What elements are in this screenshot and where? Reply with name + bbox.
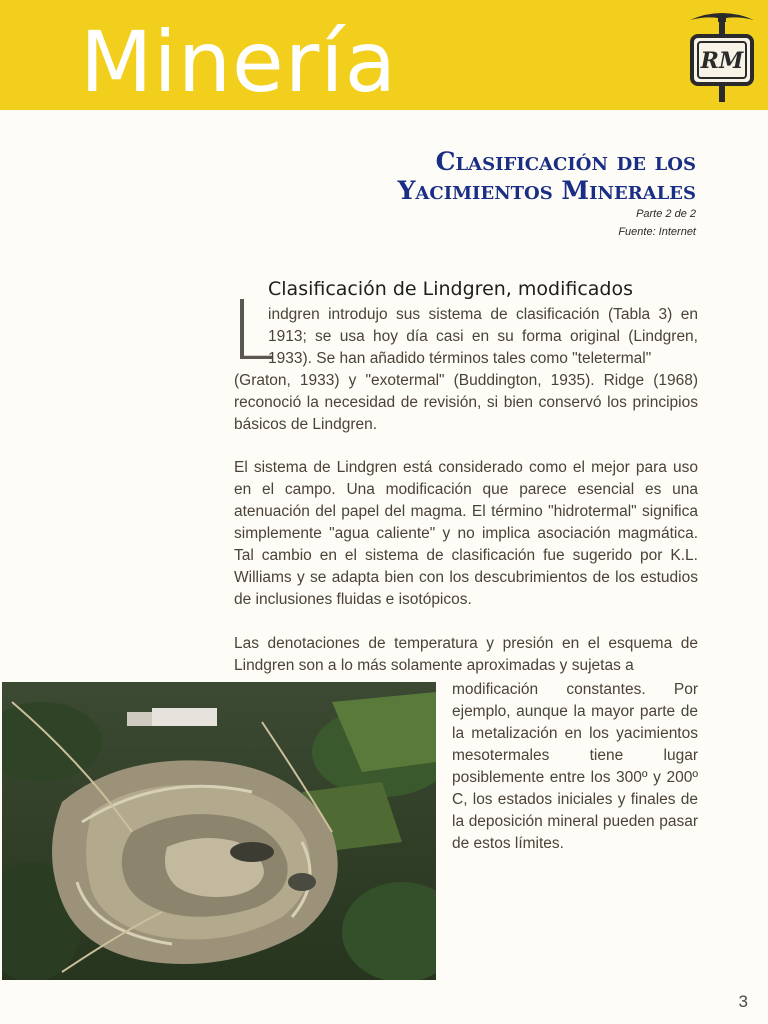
- article-source: Fuente: Internet: [618, 226, 696, 238]
- paragraph-3-rest: modificación constantes. Por ejemplo, aunque la mayor parte de la metalización en los yacimientos mesotermales tiene lugar posiblemente entre los 300º y 200º C, los estados iniciales y finales de la deposición mineral pueden pasar de estos límites.: [452, 681, 698, 852]
- paragraph-2: El sistema de Lindgren está considerado como el mejor para uso en el campo. Una modificación que parece esencial es una atenuación del papel del magma. El término "hidrotermal" significa simplemente "agua caliente" y no implica asociación magmática. Tal cambio en el sistema de clasificación fue sugerido por K.L. Williams y se adapta bien con los descubrimientos de los estudios de inclusiones fluidas e isotópicos.: [234, 459, 698, 608]
- section-heading: Clasificación de Lindgren, modificados: [268, 278, 633, 300]
- page-number: 3: [738, 992, 748, 1011]
- paragraph-1-intro: indgren introdujo sus sistema de clasificación (Tabla 3) en 1913; se usa hoy día casi en su forma original (Lindgren, 1933). Se han añadido términos tales como "teletermal": [268, 306, 698, 367]
- article-title-line-1: Clasificación de los: [435, 147, 696, 176]
- open-pit-mine-photo: [2, 682, 436, 980]
- article-title-line-2: Yacimientos Minerales: [397, 176, 696, 205]
- section-masthead: Minería: [80, 13, 398, 110]
- logo-monogram: RM: [700, 48, 744, 74]
- mining-logo: [684, 6, 760, 106]
- article-part: Parte 2 de 2: [636, 208, 696, 220]
- article-title: [276, 147, 696, 205]
- paragraph-1-rest: (Graton, 1933) y "exotermal" (Buddington, 1935). Ridge (1968) reconoció la necesidad de revisión, si bien conservó los principios básicos de Lindgren.: [234, 372, 698, 433]
- paragraph-3-intro: Las denotaciones de temperatura y presión en el esquema de Lindgren son a lo más solamente aproximadas y sujetas a: [234, 635, 698, 674]
- header-band: [0, 0, 768, 110]
- drop-cap: L: [230, 284, 276, 379]
